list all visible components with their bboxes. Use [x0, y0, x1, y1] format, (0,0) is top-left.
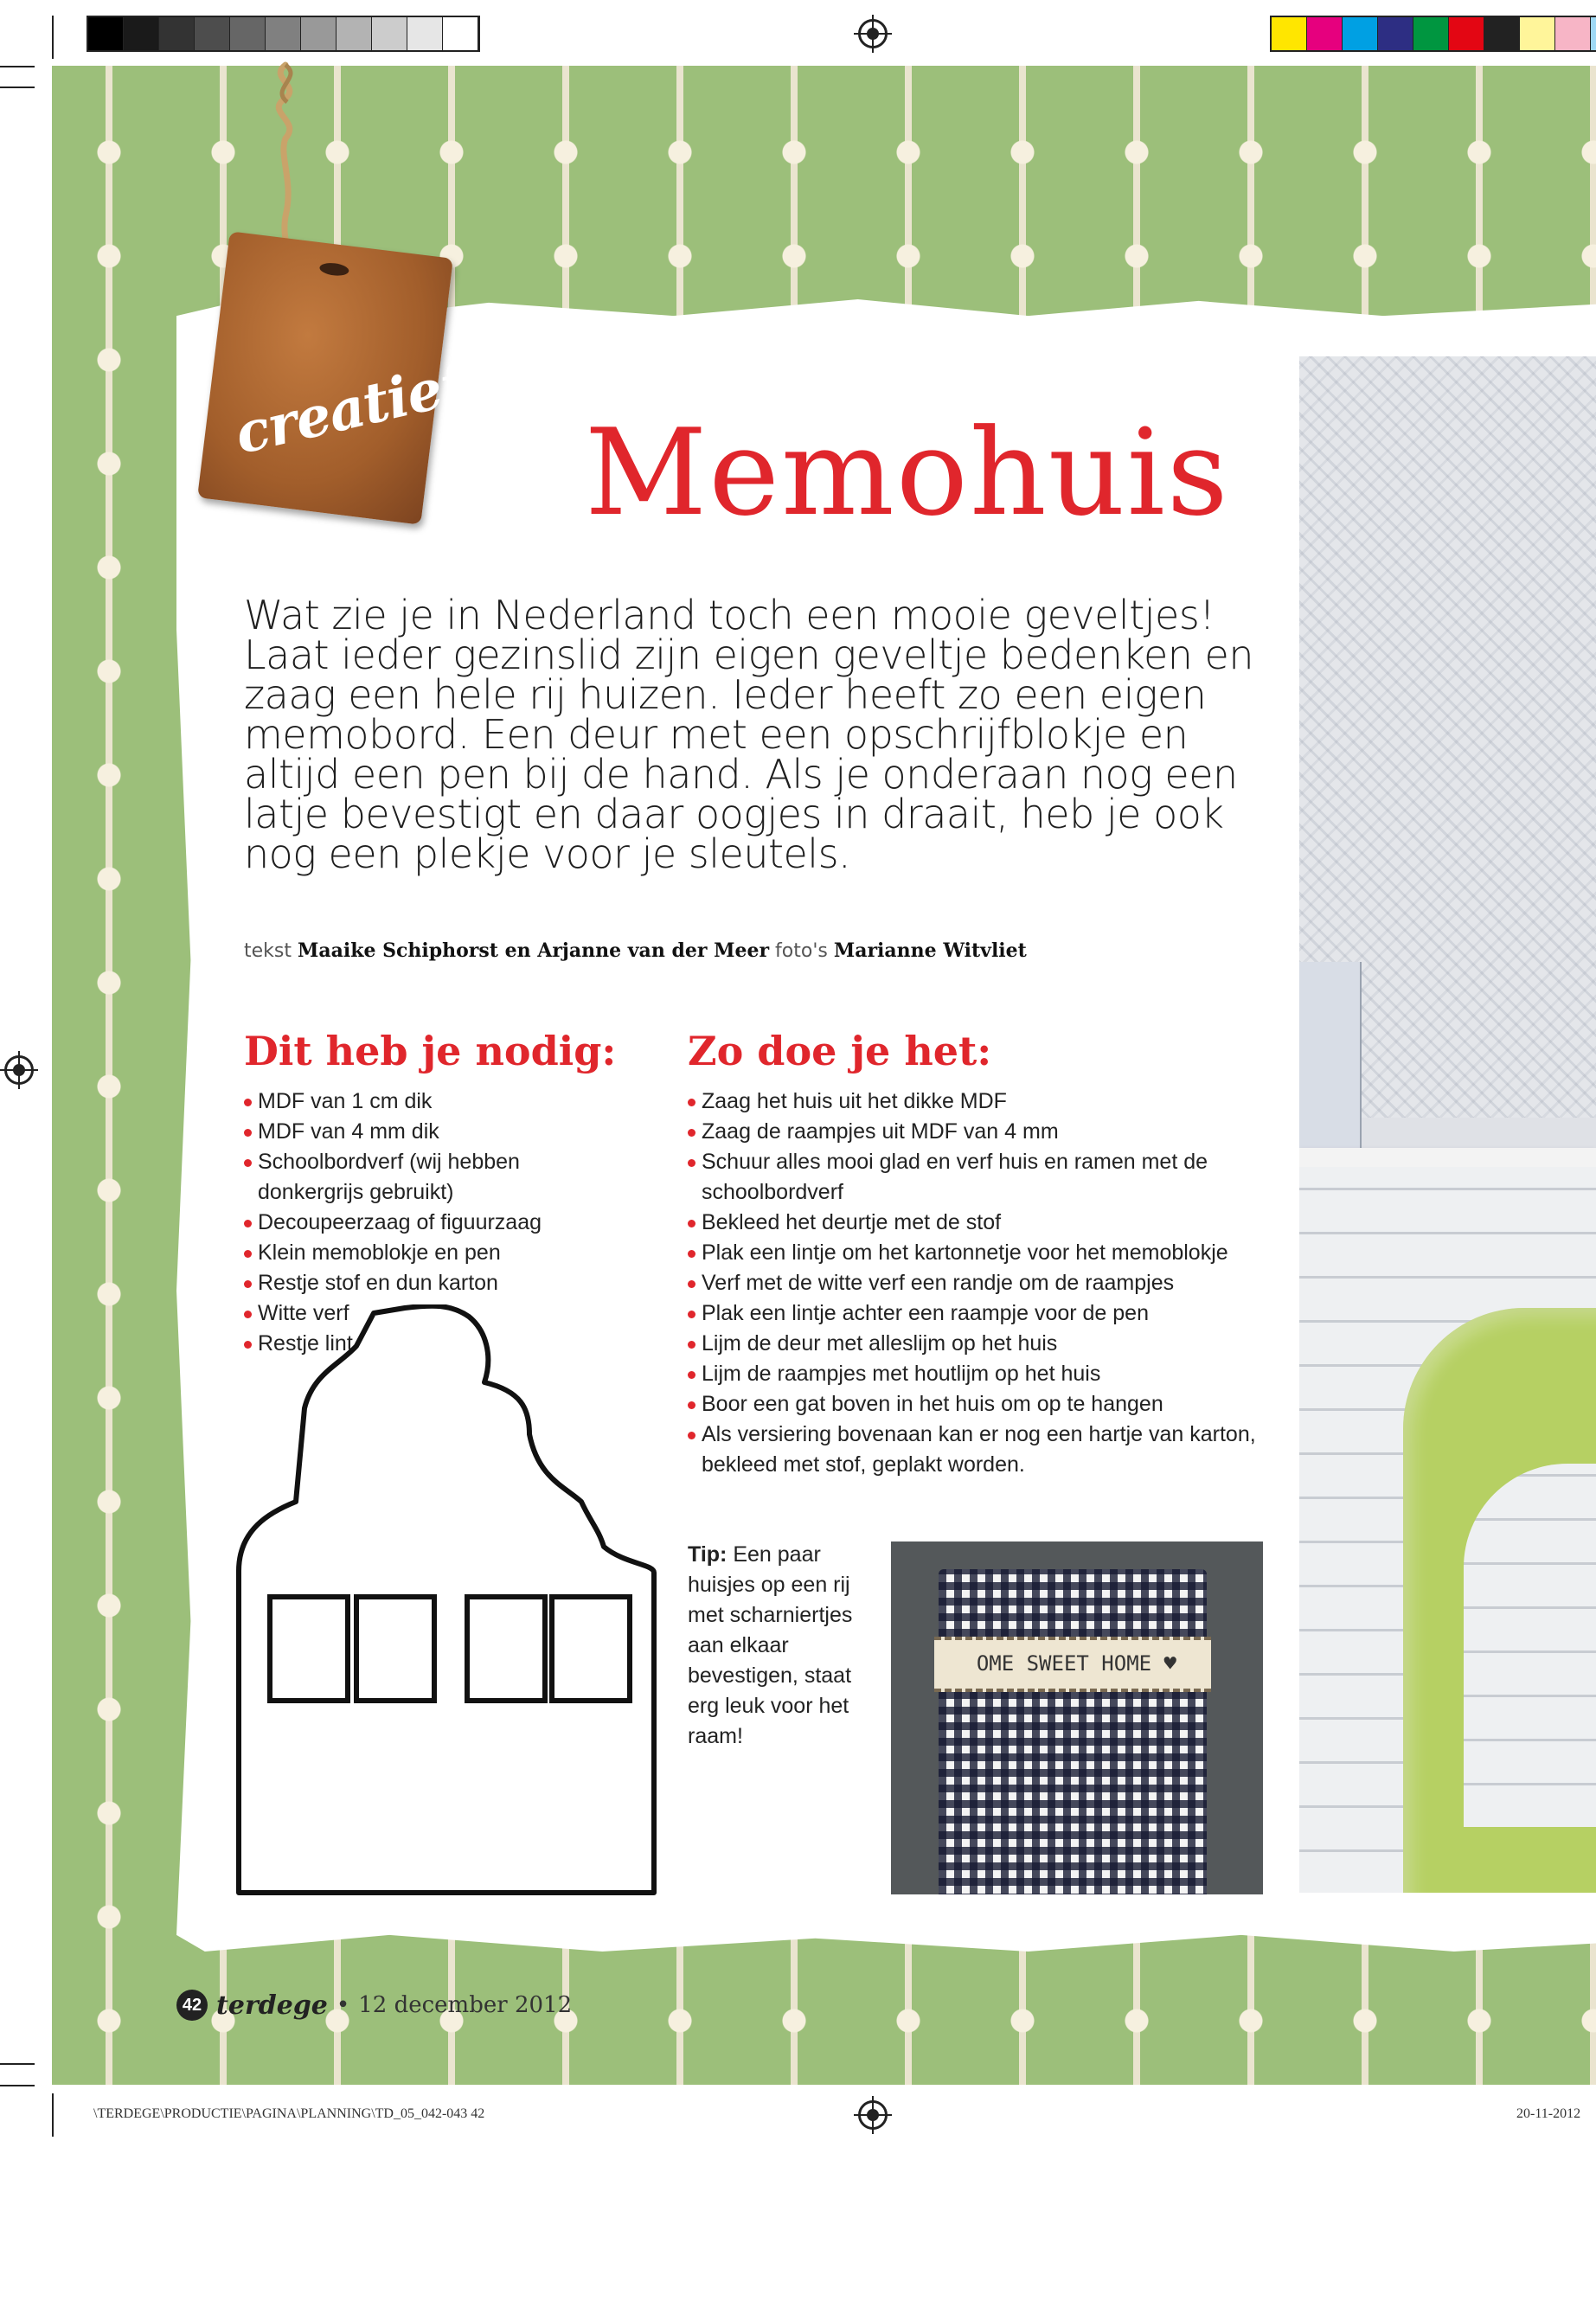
registration-mark-top [858, 19, 888, 48]
credits-photographer: Marianne Witvliet [833, 939, 1027, 962]
credits-text-label: tekst [244, 940, 292, 962]
credits-authors: Maaike Schiphorst en Arjanne van der Meer [298, 939, 770, 962]
list-item: Zaag de raampjes uit MDF van 4 mm [688, 1117, 1263, 1147]
brand-logo: terdege [216, 1990, 328, 2021]
list-item: Restje lint [244, 1329, 590, 1359]
intro-text: Wat zie je in Nederland toch een mooie geveltjes! Laat ieder gezinslid zijn eigen geveltje bedenken en zaag een hele rij huizen. Ieder heeft zo een eigen memobord. Een deur met een opschrijfblokje en altijd een pen bij de hand. Als je onderaan nog een latje bevestigt en daar oogjes in draait, heb je ook nog een plekje voor je sleutels. [244, 592, 1253, 877]
color-swatch [1272, 17, 1307, 50]
color-swatch [301, 17, 337, 50]
steps-list [688, 1086, 1263, 1480]
color-swatch [159, 17, 195, 50]
list-item: Lijm de raampjes met houtlijm op het huis [688, 1359, 1263, 1389]
list-item: Lijm de deur met alleslijm op het huis [688, 1329, 1263, 1359]
page-footer [176, 1990, 572, 2021]
tip-body: Een paar huisjes op een rij met scharniertjes aan elkaar bevestigen, staat erg leuk voor het raam! [688, 1542, 853, 1748]
list-item: Zaag het huis uit het dikke MDF [688, 1086, 1263, 1117]
list-item: Verf met de witte verf een randje om de raampjes [688, 1268, 1263, 1298]
color-swatch [1520, 17, 1555, 50]
tip-label: Tip: [688, 1542, 727, 1567]
color-swatch [1307, 17, 1343, 50]
color-swatch [124, 17, 159, 50]
color-swatch [1555, 17, 1591, 50]
list-item: Als versiering bovenaan kan er nog een hartje van karton, bekleed met stof, geplakt worden. [688, 1420, 1263, 1480]
grayscale-colorbar [87, 16, 480, 52]
footer-date: 12 december 2012 [358, 1992, 573, 2018]
list-item: Witte verf [244, 1298, 590, 1329]
color-swatch [407, 17, 443, 50]
crop-mark [0, 66, 35, 67]
main-photo-memohuis [1299, 356, 1596, 1893]
list-item: Schoolbordverf (wij hebben donkergrijs gebruikt) [244, 1147, 590, 1208]
color-swatch [1484, 17, 1520, 50]
list-item: Bekleed het deurtje met de stof [688, 1208, 1263, 1238]
color-swatch [337, 17, 372, 50]
color-swatch [1343, 17, 1378, 50]
list-item: Boor een gat boven in het huis om op te hangen [688, 1389, 1263, 1420]
crop-mark [52, 16, 54, 59]
list-item: MDF van 1 cm dik [244, 1086, 590, 1117]
home-sweet-home-ribbon: OME SWEET HOME ♥ [934, 1637, 1211, 1692]
tip-photo-gingham-notepad [891, 1541, 1263, 1894]
list-item: Plak een lintje om het kartonnetje voor het memoblokje [688, 1238, 1263, 1268]
color-swatch [230, 17, 266, 50]
color-swatch [372, 17, 407, 50]
crop-mark [0, 2063, 35, 2065]
crop-mark [52, 2093, 54, 2137]
color-swatch [1449, 17, 1484, 50]
slug-date: 20-11-2012 [1516, 2106, 1581, 2121]
credits [244, 939, 1027, 962]
list-item: Restje stof en dun karton [244, 1268, 590, 1298]
house-outline-icon [235, 1304, 657, 1896]
color-swatch [195, 17, 230, 50]
creatief-tag [197, 231, 471, 524]
list-item: Plak een lintje achter een raampje voor de pen [688, 1298, 1263, 1329]
footer-separator: • [336, 1992, 350, 2018]
tag-label: creatief [228, 351, 471, 468]
list-item: Schuur alles mooi glad en verf huis en ramen met de schoolbordverf [688, 1147, 1263, 1208]
notepad [1299, 962, 1362, 1152]
shelf [1299, 1148, 1596, 1167]
steps-heading: Zo doe je het: [688, 1028, 992, 1074]
needed-heading: Dit heb je nodig: [244, 1028, 617, 1074]
tip-text [688, 1540, 861, 1752]
page-title: Memohuis [585, 403, 1230, 542]
crop-mark [0, 87, 35, 88]
list-item: Klein memoblokje en pen [244, 1238, 590, 1268]
color-swatch [88, 17, 124, 50]
crop-mark [0, 2085, 35, 2086]
color-swatch [266, 17, 301, 50]
process-colorbar [1270, 16, 1596, 52]
list-item: MDF van 4 mm dik [244, 1117, 590, 1147]
page-number: 42 [176, 1990, 208, 2021]
registration-mark-left [4, 1055, 34, 1085]
slug-path: \TERDEGE\PRODUCTIE\PAGINA\PLANNING\TD_05_042-043 42 [93, 2106, 485, 2121]
color-swatch [1591, 17, 1596, 50]
color-swatch [1413, 17, 1449, 50]
list-item: Decoupeerzaag of figuurzaag [244, 1208, 590, 1238]
gingham-fabric [939, 1569, 1207, 1894]
tag-hole [319, 261, 349, 277]
registration-mark-bottom [858, 2100, 888, 2130]
color-swatch [1378, 17, 1413, 50]
green-memohuis [1403, 1308, 1596, 1893]
credits-photo-label: foto's [775, 940, 828, 962]
color-swatch [443, 17, 478, 50]
